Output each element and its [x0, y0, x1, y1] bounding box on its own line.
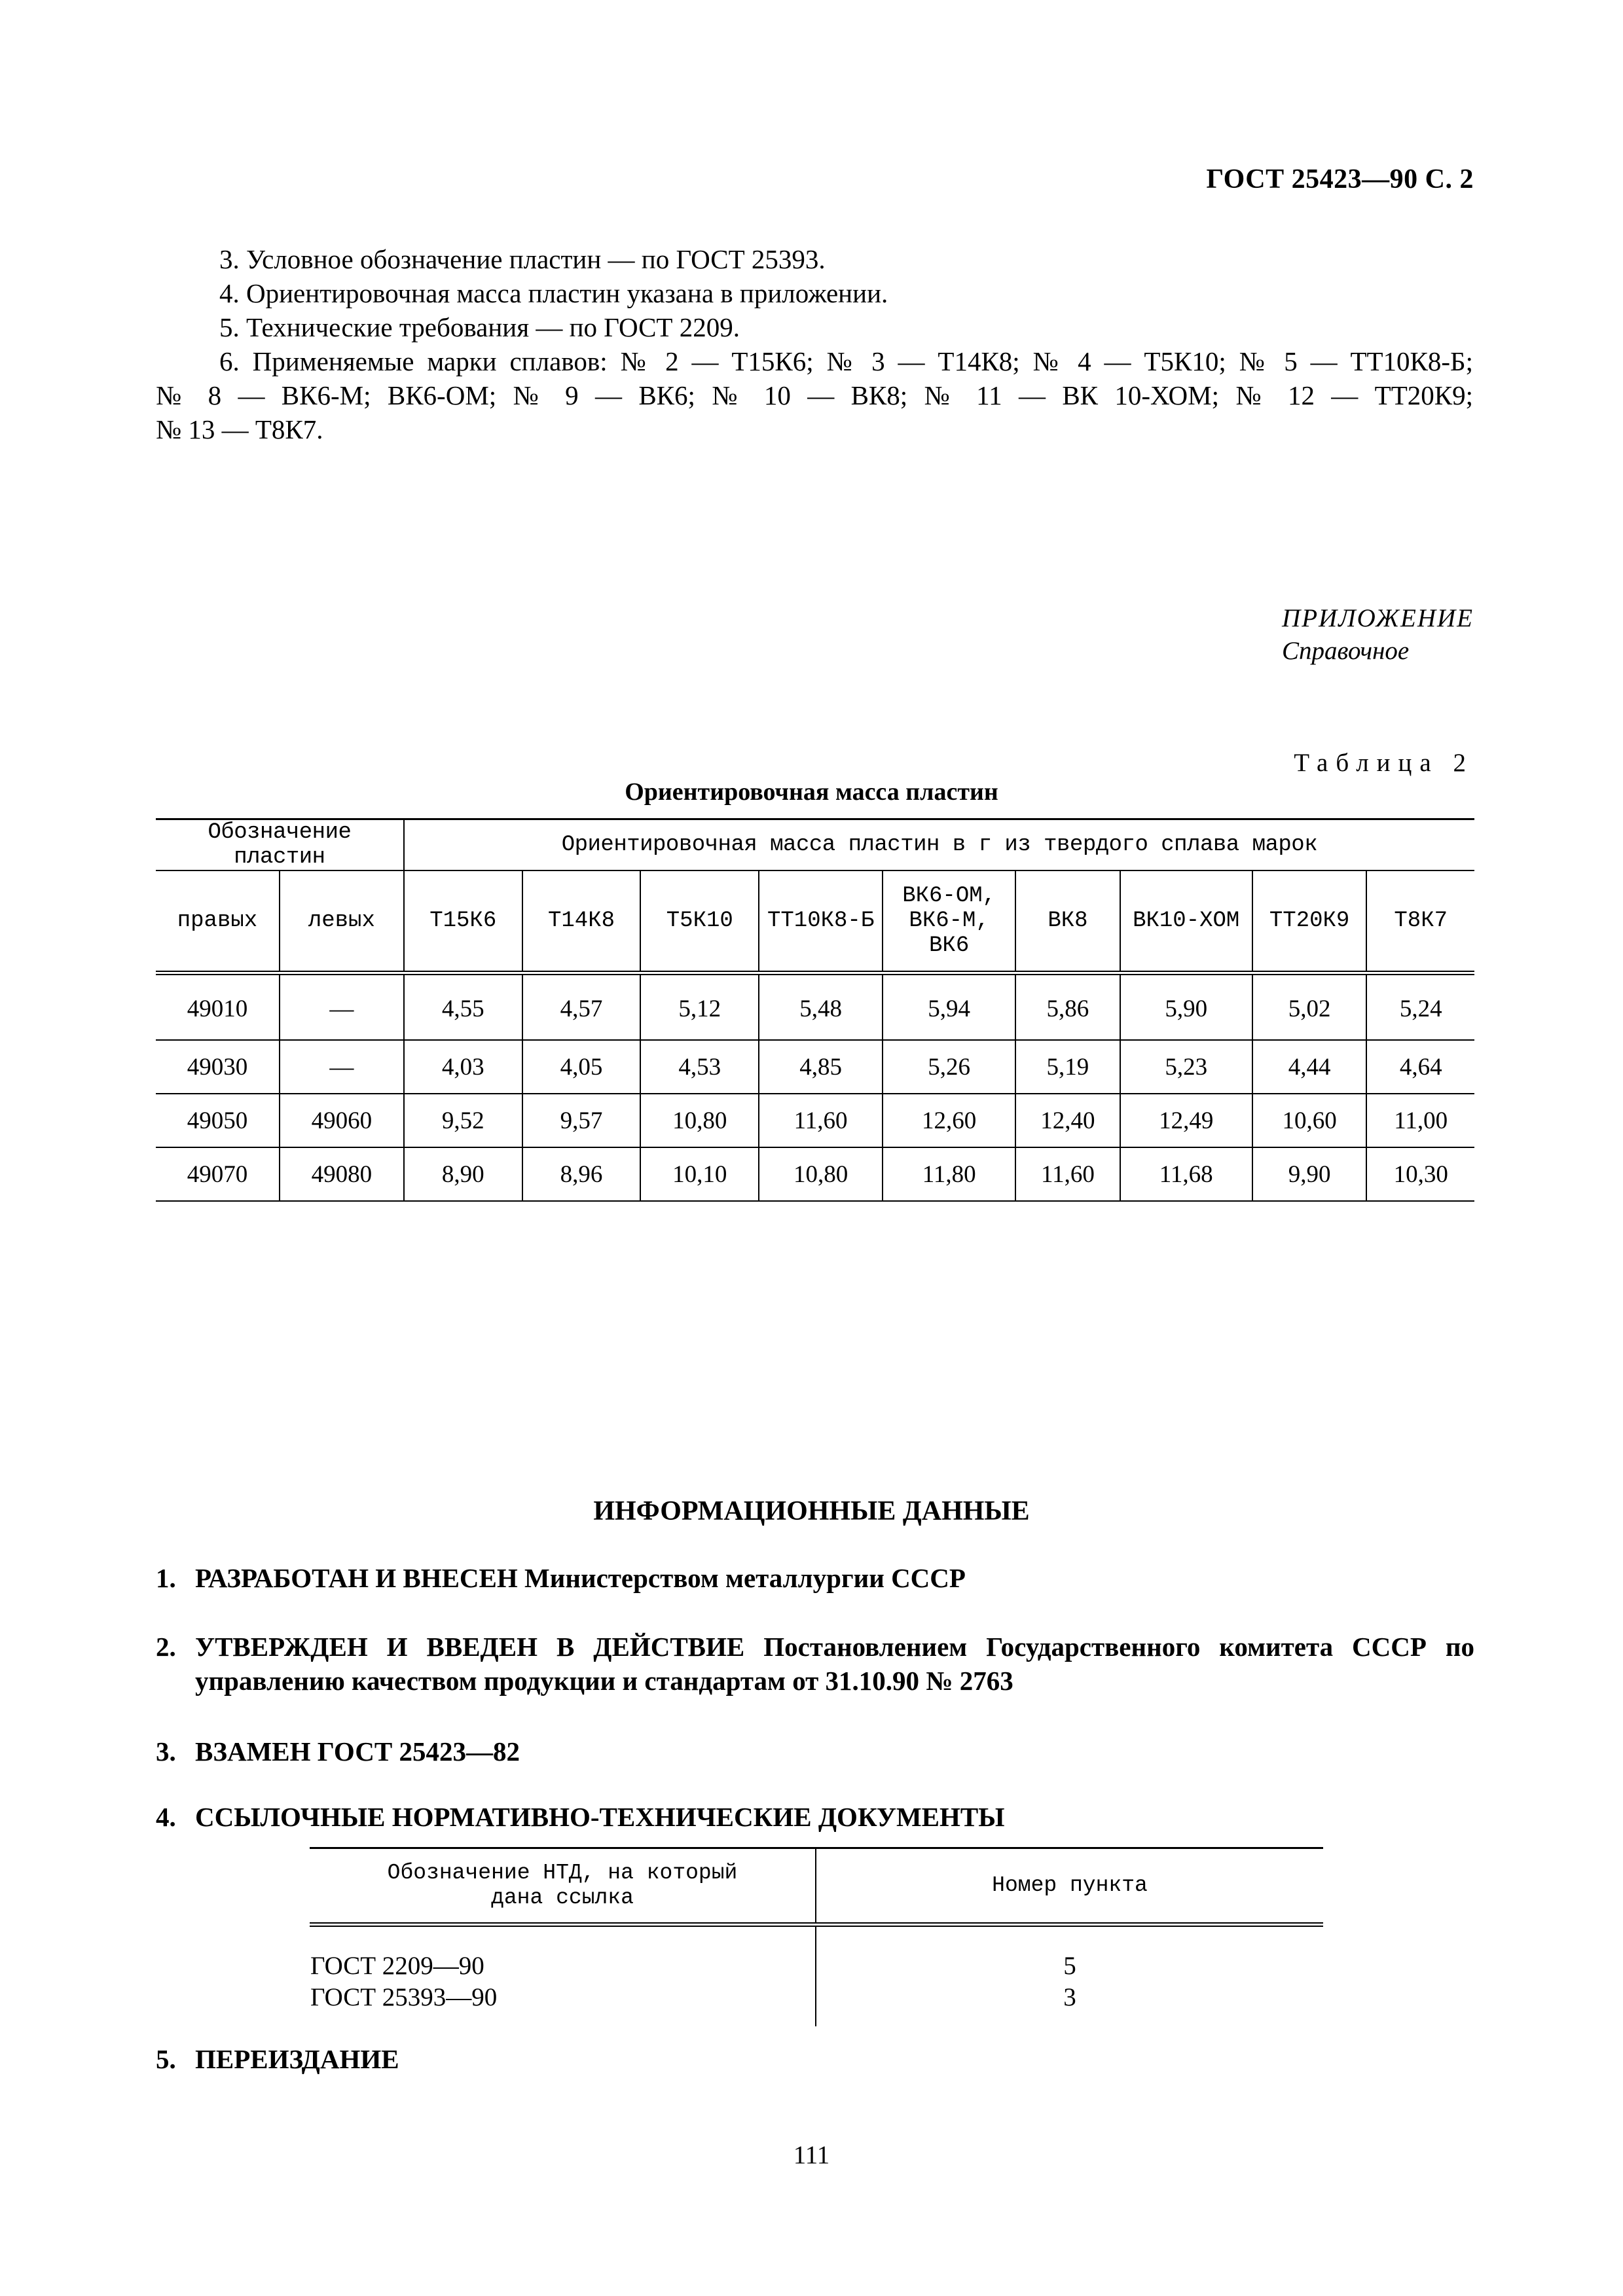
col-header: Т14К8: [522, 870, 641, 973]
table-cell: 9,57: [522, 1094, 641, 1147]
col-header: ВК8: [1015, 870, 1120, 973]
table-cell: 49030: [156, 1040, 280, 1094]
table-cell: 11,00: [1366, 1094, 1474, 1147]
ntd-docs-cell: [310, 1925, 816, 2027]
table-cell: 4,57: [522, 973, 641, 1041]
table-cell: 12,40: [1015, 1094, 1120, 1147]
col-header: Т8К7: [1366, 870, 1474, 973]
table-row: [156, 1040, 1474, 1094]
ntd-item: 5: [1063, 1952, 1076, 1980]
group-header-mass: Ориентировочная масса пластин в г из твердого сплава марок: [404, 819, 1474, 871]
appendix-label: [1282, 602, 1474, 668]
ntd-col-header-designation: [310, 1848, 816, 1925]
col-header: левых: [280, 870, 404, 973]
intro-section: [156, 242, 1473, 446]
ntd-col-header-item: Номер пункта: [816, 1848, 1323, 1925]
item-number: 2.: [156, 1632, 176, 1662]
table-cell: 5,19: [1015, 1040, 1120, 1094]
item-2-line-1: [156, 1630, 1474, 1664]
info-item-3: [156, 1734, 1474, 1768]
table-cell: 4,85: [759, 1040, 883, 1094]
item-text-continued: управлению качеством продукции и стандартам от 31.10.90 № 2763: [195, 1666, 1013, 1696]
header-line: дана ссылка: [491, 1886, 634, 1910]
col-header: ВК6-ОМ, ВК6-М, ВК6: [883, 870, 1015, 973]
info-item-4: [156, 1800, 1474, 1834]
clause-6-line-2: № 8 — ВК6-М; ВК6-ОМ; № 9 — ВК6; № 10 — ВК8; № 11 — ВК 10-ХОМ; № 12 — ТТ20К9;: [156, 380, 1473, 410]
table-cell: —: [280, 973, 404, 1041]
item-number: 1.: [156, 1563, 176, 1593]
table-cell: 10,10: [640, 1147, 759, 1201]
table-cell: 4,03: [404, 1040, 522, 1094]
ntd-item: 3: [1063, 1983, 1076, 2011]
table-cell: 49050: [156, 1094, 280, 1147]
table-cell: 4,53: [640, 1040, 759, 1094]
table-cell: 9,90: [1252, 1147, 1367, 1201]
table-cell: 8,96: [522, 1147, 641, 1201]
info-data-title: ИНФОРМАЦИОННЫЕ ДАННЫЕ: [593, 1496, 1030, 1526]
item-heading: ССЫЛОЧНЫЕ НОРМАТИВНО-ТЕХНИЧЕСКИЕ ДОКУМЕНТЫ: [195, 1802, 1005, 1832]
clause-6-line-3: № 13 — Т8К7.: [156, 414, 323, 444]
table-cell: 5,48: [759, 973, 883, 1041]
column-header-row: [156, 870, 1474, 973]
table-cell: 5,26: [883, 1040, 1015, 1094]
table-cell: 11,60: [759, 1094, 883, 1147]
table-cell: 5,24: [1366, 973, 1474, 1041]
table-title: Ориентировочная масса пластин: [625, 778, 998, 806]
clause-3: 3. Условное обозначение пластин — по ГОСТ 25393.: [219, 244, 826, 274]
col-header: Т5К10: [640, 870, 759, 973]
item-heading: ПЕРЕИЗДАНИЕ: [195, 2044, 399, 2074]
table-cell: 5,90: [1120, 973, 1252, 1041]
col-header: Т15К6: [404, 870, 522, 973]
table-cell: 11,80: [883, 1147, 1015, 1201]
clause-6-line-1: 6. Применяемые марки сплавов: № 2 — Т15К6; № 3 — Т14К8; № 4 — Т5К10; № 5 — ТТ10К8-Б;: [219, 346, 1473, 376]
item-heading: ВЗАМЕН ГОСТ 25423—82: [195, 1736, 520, 1767]
clause-5: 5. Технические требования — по ГОСТ 2209.: [219, 312, 740, 342]
table-cell: 49080: [280, 1147, 404, 1201]
appendix-subtitle: Справочное: [1282, 637, 1410, 665]
col-header: ТТ20К9: [1252, 870, 1367, 973]
item-text: Постановлением Государственного комитета СССР по: [763, 1632, 1475, 1662]
table-row: [310, 1925, 1323, 2027]
table-cell: 12,60: [883, 1094, 1015, 1147]
page-number: 111: [793, 2141, 830, 2169]
table-cell: 11,60: [1015, 1147, 1120, 1201]
table-cell: 5,86: [1015, 973, 1120, 1041]
item-number: 4.: [156, 1802, 176, 1832]
item-number: 5.: [156, 2044, 176, 2074]
col-header: правых: [156, 870, 280, 973]
table-cell: 10,60: [1252, 1094, 1367, 1147]
standard-reference-header: ГОСТ 25423—90 С. 2: [1206, 164, 1474, 194]
table-cell: 49070: [156, 1147, 280, 1201]
table-cell: 10,80: [640, 1094, 759, 1147]
table-cell: 9,52: [404, 1094, 522, 1147]
table-cell: 49060: [280, 1094, 404, 1147]
info-item-2: [156, 1630, 1474, 1698]
ntd-doc: ГОСТ 25393—90: [310, 1983, 498, 2011]
table-row: [156, 1094, 1474, 1147]
table-cell: 49010: [156, 973, 280, 1041]
col-header: ТТ10К8-Б: [759, 870, 883, 973]
info-item-5: [156, 2042, 1474, 2076]
table-cell: 10,80: [759, 1147, 883, 1201]
item-text: Министерством металлургии СССР: [524, 1563, 966, 1593]
table-cell: 8,90: [404, 1147, 522, 1201]
clause-4: 4. Ориентировочная масса пластин указана в приложении.: [219, 278, 888, 308]
table-cell: 12,49: [1120, 1094, 1252, 1147]
ntd-doc: ГОСТ 2209—90: [310, 1952, 484, 1980]
table-row: [156, 973, 1474, 1041]
header-line: Обозначение НТД, на который: [387, 1861, 738, 1885]
item-heading: УТВЕРЖДЕН И ВВЕДЕН В ДЕЙСТВИЕ: [195, 1632, 745, 1662]
table-cell: 5,94: [883, 973, 1015, 1041]
group-header-designation: Обозначение пластин: [156, 819, 404, 871]
table-cell: 4,44: [1252, 1040, 1367, 1094]
info-item-1: [156, 1561, 1474, 1595]
ntd-items-cell: [816, 1925, 1323, 2027]
table-cell: —: [280, 1040, 404, 1094]
table-number: Таблица 2: [1294, 749, 1474, 777]
table-cell: 5,12: [640, 973, 759, 1041]
table-cell: 4,64: [1366, 1040, 1474, 1094]
mass-table: [156, 818, 1474, 1202]
table-cell: 4,05: [522, 1040, 641, 1094]
table-cell: 5,23: [1120, 1040, 1252, 1094]
table-cell: 10,30: [1366, 1147, 1474, 1201]
table-row: [156, 1147, 1474, 1201]
table-cell: 11,68: [1120, 1147, 1252, 1201]
item-number: 3.: [156, 1736, 176, 1767]
table-cell: 5,02: [1252, 973, 1367, 1041]
table-cell: 4,55: [404, 973, 522, 1041]
reference-documents-table: [310, 1847, 1323, 2026]
col-header: ВК10-ХОМ: [1120, 870, 1252, 973]
appendix-title: ПРИЛОЖЕНИЕ: [1282, 604, 1474, 632]
item-heading: РАЗРАБОТАН И ВНЕСЕН: [195, 1563, 518, 1593]
